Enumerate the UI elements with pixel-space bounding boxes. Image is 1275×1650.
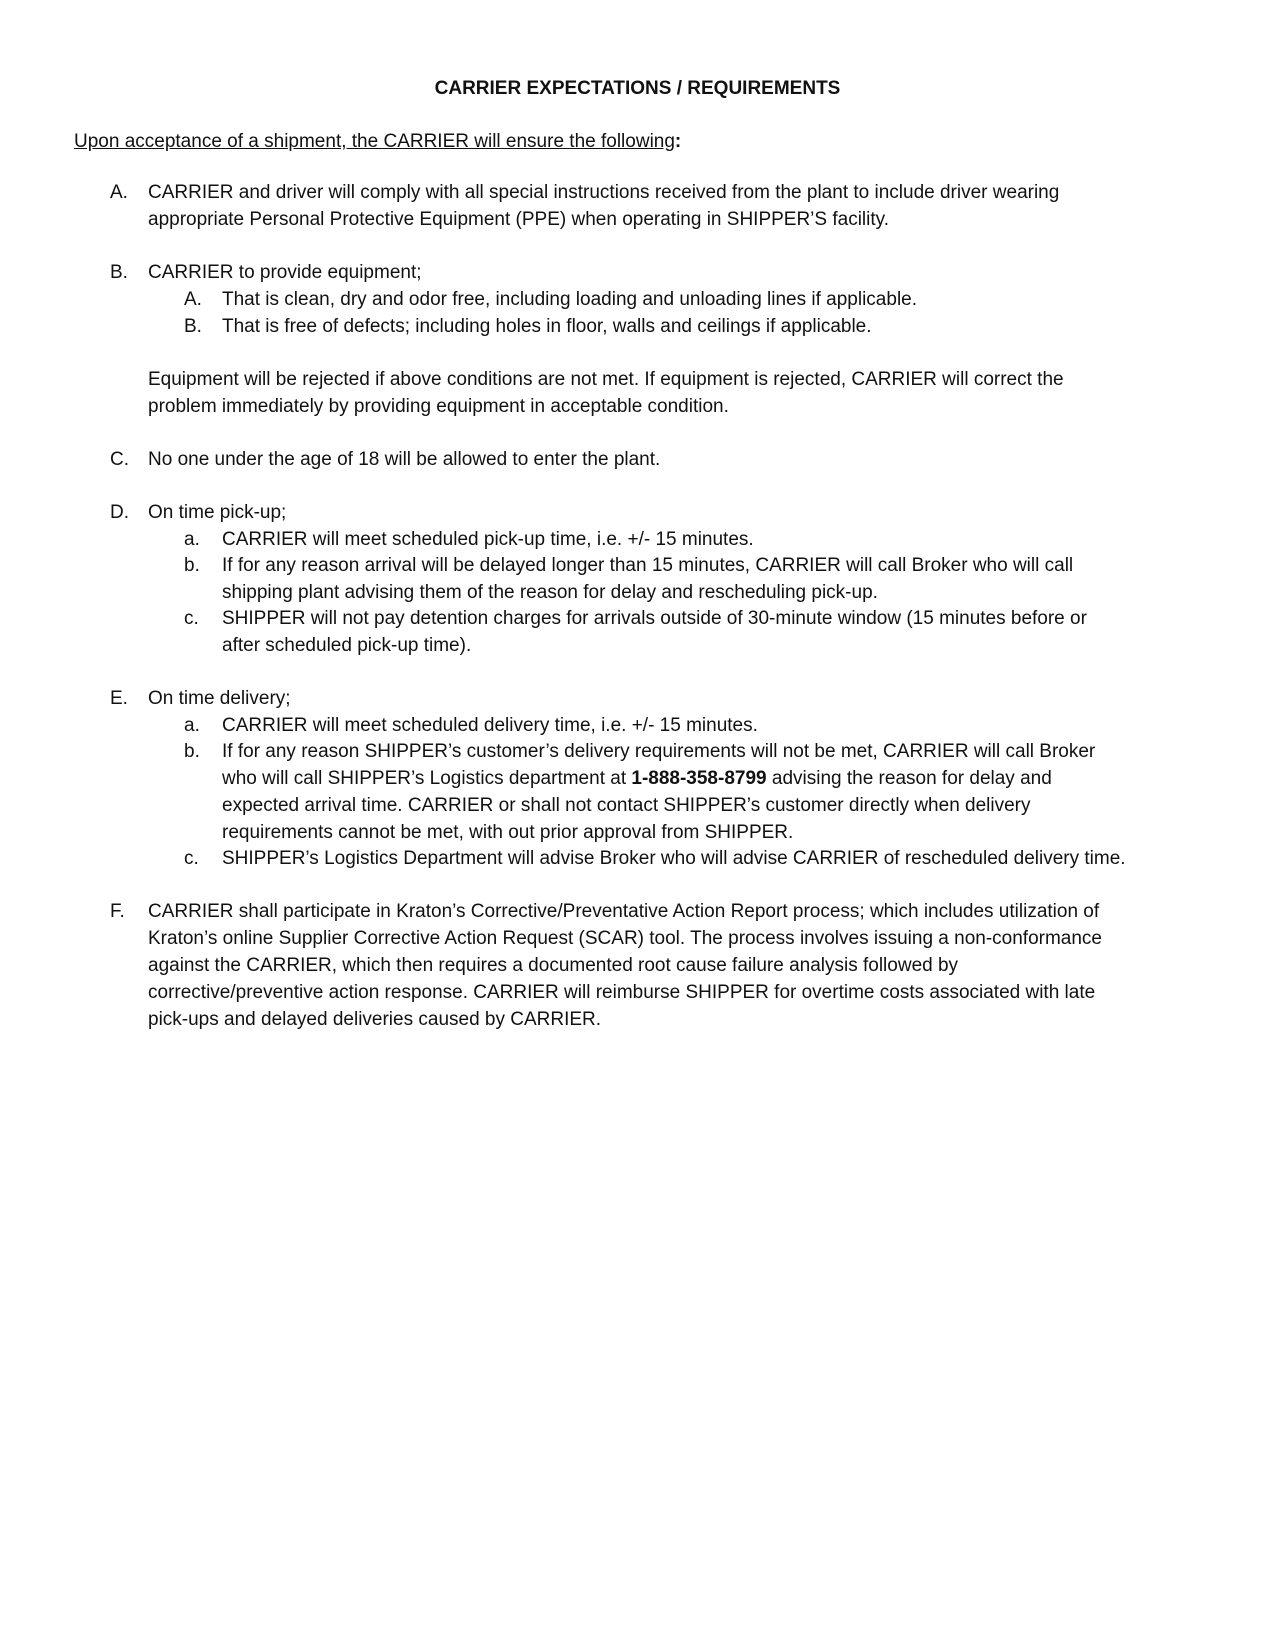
item-line: No one under the age of 18 will be allowed to enter the plant. xyxy=(148,449,661,470)
document-title: CARRIER EXPECTATIONS / REQUIREMENTS xyxy=(434,78,841,99)
intro-colon: : xyxy=(674,131,682,152)
sub-item-text xyxy=(222,738,1202,846)
item-line: On time pick-up; xyxy=(148,502,287,523)
sub-item-marker: b. xyxy=(184,555,200,576)
item-marker: B. xyxy=(110,262,128,283)
item-line: corrective/preventive action response. CARRIER will reimburse SHIPPER for overtime costs associated with late xyxy=(148,982,1096,1003)
sub-item-line: after scheduled pick-up time). xyxy=(222,635,472,656)
item-marker: C. xyxy=(110,449,129,470)
sub-item-line: CARRIER will meet scheduled pick-up time, i.e. +/- 15 minutes. xyxy=(222,529,754,550)
item-line: CARRIER to provide equipment; xyxy=(148,262,422,283)
sub-item-text xyxy=(222,552,1202,606)
sub-item-line xyxy=(222,765,1202,792)
sub-item-line: SHIPPER’s Logistics Department will advise Broker who will advise CARRIER of rescheduled delivery time. xyxy=(222,848,1126,869)
sub-item-text: That is clean, dry and odor free, including loading and unloading lines if applicable. xyxy=(222,289,918,310)
note-line: problem immediately by providing equipment in acceptable condition. xyxy=(148,396,729,417)
sub-item-text xyxy=(222,712,1202,739)
item-body xyxy=(148,179,1198,233)
sub-item-text xyxy=(222,845,1202,872)
item-line: against the CARRIER, which then requires a documented root cause failure analysis followed by xyxy=(148,955,959,976)
item-body xyxy=(148,898,1198,1033)
sub-item-text xyxy=(222,526,1202,553)
item-line: On time delivery; xyxy=(148,688,291,709)
sub-item-line-end: advising the reason for delay and xyxy=(766,768,1052,789)
phone-number: 1-888-358-8799 xyxy=(631,768,767,789)
intro-line xyxy=(74,128,681,155)
sub-item-marker: a. xyxy=(184,715,200,736)
item-body xyxy=(148,259,1198,286)
note-line: Equipment will be rejected if above conditions are not met. If equipment is rejected, CARRIER will correct the xyxy=(148,369,1064,390)
item-line: pick-ups and delayed deliveries caused by CARRIER. xyxy=(148,1009,602,1030)
sub-item-line: expected arrival time. CARRIER or shall not contact SHIPPER’s customer directly when delivery xyxy=(222,795,1031,816)
sub-item-line-start: who will call SHIPPER’s Logistics department at xyxy=(222,768,632,789)
item-marker: A. xyxy=(110,182,128,203)
sub-item-line: shipping plant advising them of the reason for delay and rescheduling pick-up. xyxy=(222,582,878,603)
sub-item-line: If for any reason arrival will be delayed longer than 15 minutes, CARRIER will call Broker who will call xyxy=(222,555,1074,576)
sub-item-marker: b. xyxy=(184,741,200,762)
sub-item-line: requirements cannot be met, with out prior approval from SHIPPER. xyxy=(222,822,794,843)
item-body xyxy=(148,685,1198,712)
item-marker: F. xyxy=(110,901,125,922)
intro-text: Upon acceptance of a shipment, the CARRIER will ensure the following xyxy=(74,131,675,152)
item-line: Kraton’s online Supplier Corrective Action Request (SCAR) tool. The process involves issuing a non-conformance xyxy=(148,928,1102,949)
item-line: CARRIER and driver will comply with all special instructions received from the plant to include driver wearing xyxy=(148,182,1060,203)
sub-item-text: That is free of defects; including holes in floor, walls and ceilings if applicable. xyxy=(222,316,872,337)
item-body xyxy=(148,446,1198,473)
sub-item-line: CARRIER will meet scheduled delivery time, i.e. +/- 15 minutes. xyxy=(222,715,758,736)
sub-item-marker: A. xyxy=(184,289,202,310)
sub-item-marker: c. xyxy=(184,608,199,629)
item-marker: D. xyxy=(110,502,129,523)
sub-item-line: If for any reason SHIPPER’s customer’s delivery requirements will not be met, CARRIER will call Broker xyxy=(222,741,1096,762)
sub-item-marker: B. xyxy=(184,316,202,337)
note-body xyxy=(148,366,1198,420)
sub-item-text xyxy=(222,605,1202,659)
sub-item-marker: a. xyxy=(184,529,200,550)
sub-item-line: SHIPPER will not pay detention charges for arrivals outside of 30-minute window (15 minutes before or xyxy=(222,608,1087,629)
item-line: CARRIER shall participate in Kraton’s Corrective/Preventative Action Report process; which includes utilization of xyxy=(148,901,1100,922)
sub-item-marker: c. xyxy=(184,848,199,869)
item-body xyxy=(148,499,1198,526)
item-marker: E. xyxy=(110,688,128,709)
item-line: appropriate Personal Protective Equipment (PPE) when operating in SHIPPER’S facility. xyxy=(148,209,890,230)
